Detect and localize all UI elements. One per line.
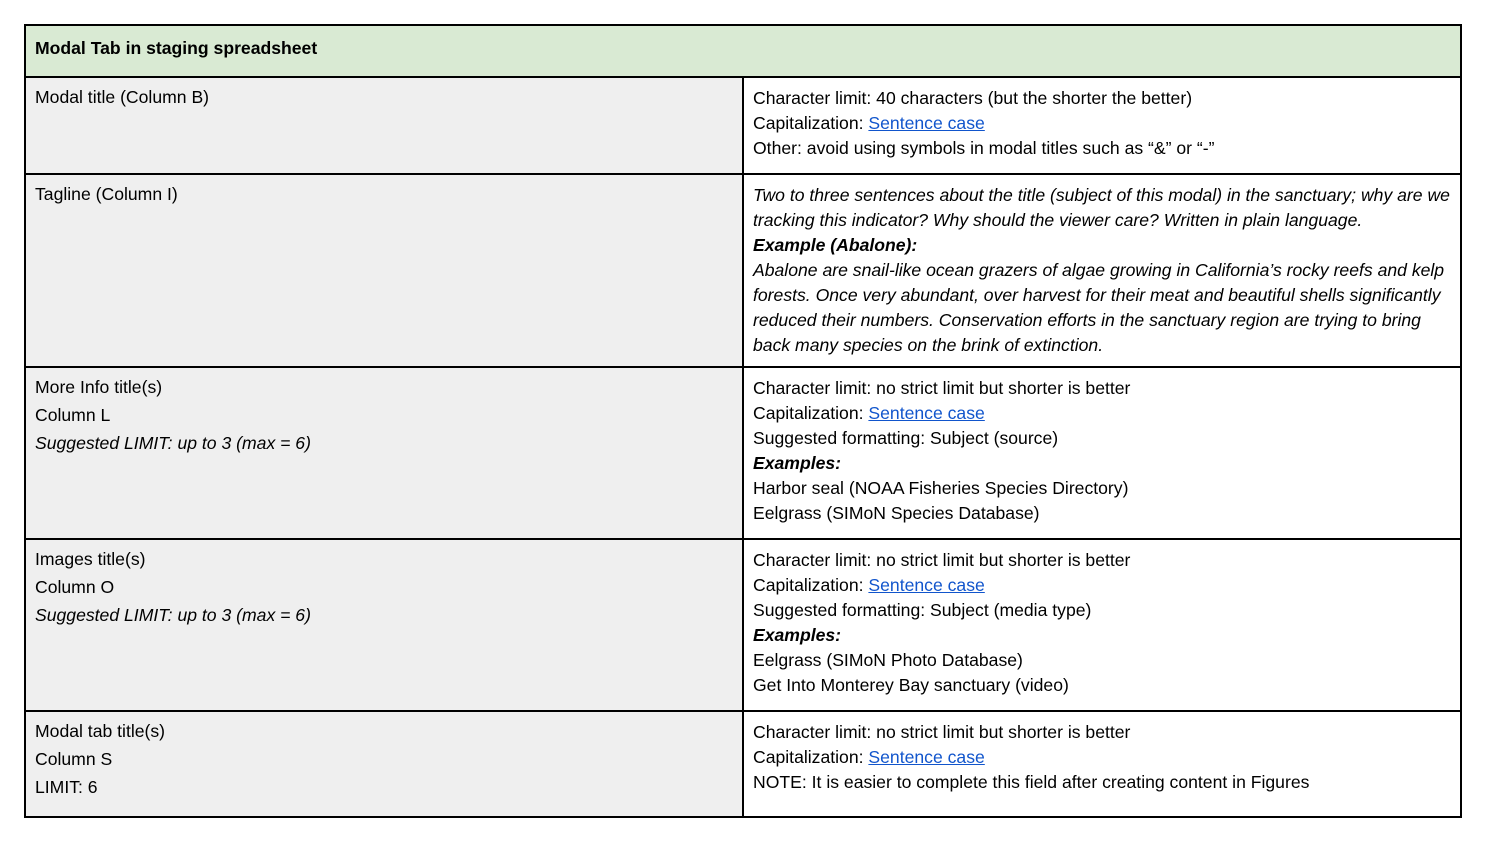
capitalization-line	[753, 401, 1451, 426]
row-content	[743, 77, 1461, 174]
example-item: Eelgrass (SIMoN Photo Database)	[753, 650, 1023, 670]
label-limit: Suggested LIMIT: up to 3 (max = 6)	[35, 605, 311, 625]
char-limit-text: Character limit: 40 characters (but the shorter the better)	[753, 88, 1193, 108]
formatting-text: Suggested formatting: Subject (media type)	[753, 600, 1092, 620]
capitalization-line	[753, 573, 1451, 598]
label-line: Column O	[35, 577, 115, 597]
label-line: Modal tab title(s)	[35, 721, 166, 741]
label-line: Tagline (Column I)	[35, 184, 178, 204]
row-label	[25, 174, 743, 367]
char-limit-text: Character limit: no strict limit but shorter is better	[753, 550, 1131, 570]
label-line: More Info title(s)	[35, 377, 163, 397]
example-heading: Example (Abalone):	[753, 235, 918, 255]
sentence-case-link[interactable]: Sentence case	[868, 113, 985, 133]
char-limit-text: Character limit: no strict limit but shorter is better	[753, 722, 1131, 742]
row-label	[25, 539, 743, 711]
capitalization-line	[753, 745, 1451, 770]
label-line: Column L	[35, 405, 111, 425]
label-line: Column S	[35, 749, 113, 769]
label-limit: LIMIT: 6	[35, 777, 98, 797]
sentence-case-link[interactable]: Sentence case	[868, 403, 985, 423]
capitalization-label: Capitalization:	[753, 403, 869, 423]
table-row-more-info	[25, 367, 1461, 539]
row-content	[743, 711, 1461, 817]
label-line: Images title(s)	[35, 549, 146, 569]
tagline-description: Two to three sentences about the title (subject of this modal) in the sanctuary; why are we tracking this indicator? Why should the viewer care? Written in plain language.	[753, 185, 1450, 230]
table-row-modal-tab	[25, 711, 1461, 817]
row-content	[743, 539, 1461, 711]
row-label	[25, 77, 743, 174]
examples-heading: Examples:	[753, 453, 842, 473]
note-text: NOTE: It is easier to complete this field after creating content in Figures	[753, 772, 1310, 792]
example-item: Get Into Monterey Bay sanctuary (video)	[753, 675, 1069, 695]
examples-heading: Examples:	[753, 625, 842, 645]
sentence-case-link[interactable]: Sentence case	[868, 747, 985, 767]
row-content	[743, 367, 1461, 539]
row-content	[743, 174, 1461, 367]
other-text: Other: avoid using symbols in modal titles such as “&” or “-”	[753, 138, 1215, 158]
table-header: Modal Tab in staging spreadsheet	[25, 25, 1461, 77]
table-row-tagline	[25, 174, 1461, 367]
capitalization-label: Capitalization:	[753, 575, 869, 595]
sentence-case-link[interactable]: Sentence case	[868, 575, 985, 595]
example-item: Eelgrass (SIMoN Species Database)	[753, 503, 1040, 523]
row-label	[25, 367, 743, 539]
formatting-text: Suggested formatting: Subject (source)	[753, 428, 1059, 448]
row-label	[25, 711, 743, 817]
capitalization-label: Capitalization:	[753, 113, 869, 133]
label-limit: Suggested LIMIT: up to 3 (max = 6)	[35, 433, 311, 453]
example-text: Abalone are snail-like ocean grazers of algae growing in California’s rocky reefs and kelp forests. Once very abundant, over harvest for their meat and beautiful shells significantly reduced their numbers. Conservation efforts in the sanctuary region are trying to bring back many species on the brink of extinction.	[753, 260, 1445, 355]
example-item: Harbor seal (NOAA Fisheries Species Directory)	[753, 478, 1129, 498]
char-limit-text: Character limit: no strict limit but shorter is better	[753, 378, 1131, 398]
guidelines-table	[24, 24, 1462, 818]
capitalization-line	[753, 111, 1451, 136]
table-row-modal-title	[25, 77, 1461, 174]
capitalization-label: Capitalization:	[753, 747, 869, 767]
table-row-images	[25, 539, 1461, 711]
label-line: Modal title (Column B)	[35, 87, 210, 107]
